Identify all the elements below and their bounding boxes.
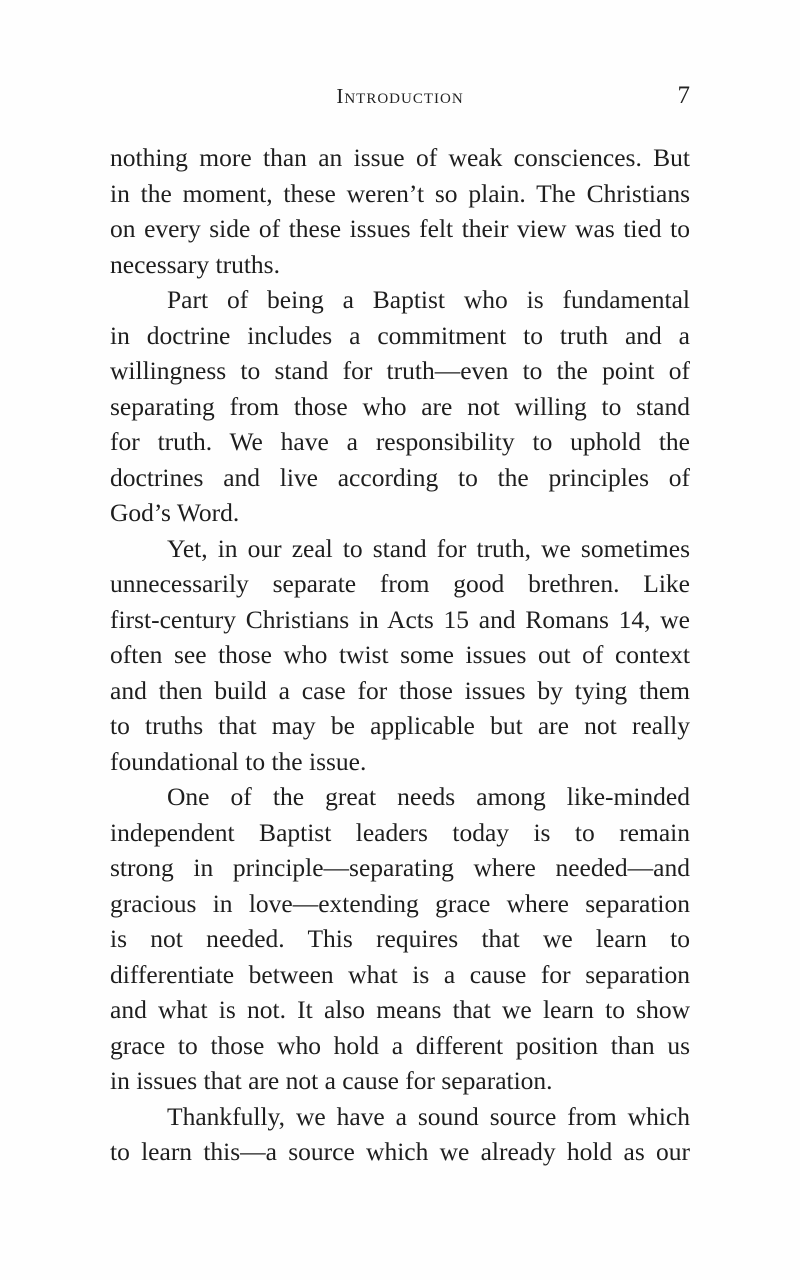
text-line bbox=[110, 1134, 690, 1170]
line-text: and then build a case for those issues by tying them bbox=[110, 675, 690, 705]
line-text: and what is not. It also means that we learn to show bbox=[110, 995, 690, 1024]
line-text: differentiate between what is a cause for separation bbox=[110, 959, 690, 989]
text-line bbox=[110, 744, 690, 780]
line-text: on every side of these issues felt their view was tied to bbox=[110, 214, 690, 243]
line-text: Part of being a Baptist who is fundamental bbox=[167, 285, 690, 314]
text-line bbox=[110, 566, 690, 602]
text-line bbox=[110, 957, 690, 993]
text-line bbox=[110, 495, 690, 531]
line-text: strong in principle—separating where needed—and bbox=[110, 853, 690, 882]
line-text: unnecessarily separate from good brethren. Like bbox=[110, 569, 690, 598]
line-text: God’s Word. bbox=[110, 498, 240, 527]
line-text: separating from those who are not willing to stand bbox=[110, 391, 690, 421]
text-line bbox=[110, 921, 690, 957]
line-text: Thankfully, we have a sound source from which bbox=[167, 1101, 690, 1131]
text-line bbox=[110, 602, 690, 638]
line-text: is not needed. This requires that we learn to bbox=[110, 924, 690, 953]
text-line bbox=[110, 140, 690, 176]
paragraph-first-line bbox=[110, 1099, 690, 1135]
paragraph-first-line bbox=[110, 779, 690, 815]
line-text: to truths that may be applicable but are not really bbox=[110, 711, 690, 740]
paragraph-first-line bbox=[110, 282, 690, 318]
text-line bbox=[110, 424, 690, 460]
line-text: Yet, in our zeal to stand for truth, we sometimes bbox=[167, 533, 690, 563]
line-text: to learn this—a source which we already hold as our bbox=[110, 1137, 690, 1166]
text-line bbox=[110, 460, 690, 496]
line-text: doctrines and live according to the principles of bbox=[110, 462, 690, 492]
line-text: foundational to the issue. bbox=[110, 746, 367, 776]
text-line bbox=[110, 1063, 690, 1099]
line-text: grace to those who hold a different position than us bbox=[110, 1030, 690, 1060]
text-line bbox=[110, 673, 690, 709]
text-line bbox=[110, 1028, 690, 1064]
text-line bbox=[110, 815, 690, 851]
body-text bbox=[110, 140, 690, 1170]
line-text: for truth. We have a responsibility to uphold the bbox=[110, 427, 690, 456]
text-line bbox=[110, 637, 690, 673]
text-line bbox=[110, 211, 690, 247]
text-line bbox=[110, 247, 690, 283]
text-line bbox=[110, 318, 690, 354]
line-text: nothing more than an issue of weak consciences. But bbox=[110, 143, 690, 172]
paragraph-first-line bbox=[110, 531, 690, 567]
page-number: 7 bbox=[677, 82, 690, 109]
line-text: One of the great needs among like-minded bbox=[167, 782, 690, 811]
text-line bbox=[110, 176, 690, 212]
line-text: independent Baptist leaders today is to remain bbox=[110, 817, 690, 847]
line-text: gracious in love—extending grace where separation bbox=[110, 888, 690, 918]
text-line bbox=[110, 389, 690, 425]
text-line bbox=[110, 353, 690, 389]
running-header bbox=[110, 82, 690, 112]
line-text: in doctrine includes a commitment to truth and a bbox=[110, 320, 690, 350]
line-text: willingness to stand for truth—even to the point of bbox=[110, 356, 690, 385]
line-text: in the moment, these weren’t so plain. The Christians bbox=[110, 178, 690, 208]
line-text: in issues that are not a cause for separation. bbox=[110, 1066, 553, 1095]
text-line bbox=[110, 850, 690, 886]
line-text: often see those who twist some issues out of context bbox=[110, 640, 690, 669]
line-text: necessary truths. bbox=[110, 249, 280, 279]
text-line bbox=[110, 992, 690, 1028]
running-title: Introduction bbox=[336, 84, 464, 108]
line-text: first-century Christians in Acts 15 and Romans 14, we bbox=[110, 604, 690, 634]
text-line bbox=[110, 708, 690, 744]
text-line bbox=[110, 886, 690, 922]
